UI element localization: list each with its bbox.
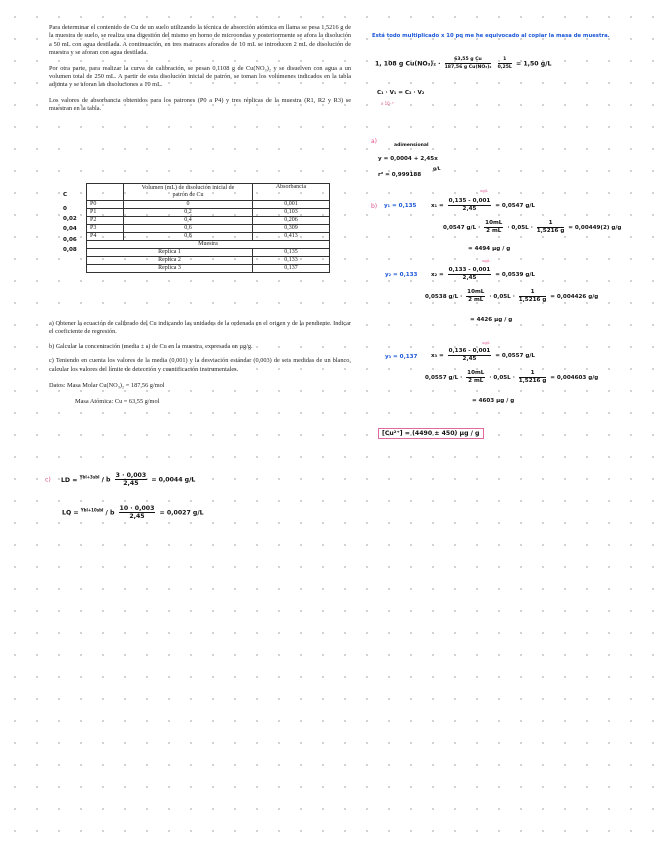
conv-fraction-2 [519, 289, 547, 304]
table-row [87, 201, 330, 209]
replica-label: Replica 1 [87, 249, 253, 257]
part-c-lq-line [62, 505, 204, 520]
conv-middle: · 0,05L · [507, 225, 533, 231]
replica-2-final: = 4426 µg / g [470, 317, 513, 323]
replica-2-x-line [431, 267, 535, 282]
conv-fraction-1 [466, 370, 485, 385]
x-label: x₁ = [431, 203, 444, 209]
x-numerator: 0,135 - 0,001 [448, 198, 491, 204]
conc-value: 0,08 [63, 246, 77, 253]
stock-den-2: 0,25L [497, 65, 512, 70]
row-label: P3 [87, 225, 124, 233]
problem-paragraph-1: Para determinar el contenido de Cu de un suelo utilizando la técnica de absorción atómica en llama se pesa 1,5216 g de la muestra de suelo, se realiza una digestión del mismo en horno de microondas y posteriormente se afora la disolución a 50 mL con agua destilada. A continuación, en tres matraces aforados de 10 mL se introducen 2 mL de disolución de muestra y se aforan con agua destilada. [49, 24, 351, 57]
x-fraction [448, 267, 492, 282]
x-label: x₃ = [431, 353, 444, 359]
ld-result: = 0,0044 g/L [151, 476, 196, 484]
x-fraction [448, 348, 492, 363]
table-row [87, 265, 330, 273]
replica-label: Replica 3 [87, 265, 253, 273]
conv-result: = 0,00449(2) g/g [568, 225, 622, 231]
x-denominator: 2,45 [462, 206, 477, 212]
replica-3-conversion [425, 370, 598, 385]
stock-den-1: 187,56 g Cu(NO₃)₂ [444, 65, 492, 70]
question-c: c) Teniendo en cuenta los valores de la media (0,001) y la desviación estándar (0,003) de seis medidas de un blanco, calcular los valores del límite de detección y cuantificación instrumentales. [49, 357, 351, 373]
table-section-muestra: Muestra [87, 241, 330, 249]
handwritten-concentration-column [63, 190, 85, 257]
table-section-row [87, 241, 330, 249]
stock-fraction-2 [498, 56, 512, 71]
conc-value: 0 [63, 206, 67, 212]
lq-superscript: Ybl+10sbl [80, 507, 104, 513]
table-header-volume: Volumen (mL) de disolución inicial de patrón de Cu [124, 184, 253, 201]
problem-statement [49, 24, 351, 114]
conv-den-1: 2 mL [468, 378, 484, 384]
conv-middle: · 0,05L · [489, 294, 515, 300]
conc-value: 0,04 [63, 226, 77, 233]
row-volume: 0,4 [124, 217, 253, 225]
replica-2-y: y₂ = 0,133 [385, 272, 418, 278]
blue-correction-note: Está todo multiplicado x 10 pq me he equivocado al copiar la masa de muestra. [372, 33, 610, 39]
ld-label: LD = [60, 476, 78, 484]
ld-divisor: / b [101, 476, 111, 484]
calibration-table [86, 183, 330, 273]
equation-units: g/L [433, 167, 441, 172]
conv-num-1: 10mL [467, 289, 485, 295]
row-label: P0 [87, 201, 124, 209]
row-label: P1 [87, 209, 124, 217]
table-row [87, 249, 330, 257]
conc-value: 0,02 [63, 216, 77, 223]
ld-fraction [115, 472, 148, 487]
conv-fraction-1 [484, 220, 503, 235]
replica-absorbance: 0,135 [253, 249, 330, 257]
part-c-ld-line [45, 472, 195, 487]
conv-start: 0,0557 g/L · [425, 375, 463, 381]
final-result-box: [Cu²⁺] = (4490 ± 450) µg / g [378, 428, 484, 439]
conv-num-1: 10mL [485, 220, 503, 226]
datos-atomic-mass: Masa Atómica: Cu = 63,55 g/mol [75, 398, 160, 406]
unit-annotation: ug/L [480, 188, 489, 193]
stock-concentration-line [375, 56, 551, 71]
conv-num-2: 1 [537, 220, 565, 228]
table-header-absorbance: Absorbancia [253, 184, 330, 201]
calibration-equation: y = 0,0004 + 2,45x [378, 156, 438, 162]
question-b: b) Calcular la concentración (media ± s) de Cu en la muestra, expresada en µg/g. [49, 342, 253, 350]
lq-label: LQ = [62, 509, 79, 517]
lq-numerator: 10 · 0,003 [119, 505, 155, 512]
row-absorbance: 0,103 [253, 209, 330, 217]
lq-result: = 0,0027 g/L [159, 509, 204, 517]
x-result: = 0,0557 g/L [495, 353, 535, 359]
x-fraction [448, 198, 492, 213]
conv-fraction-2 [519, 370, 547, 385]
conv-den-1: 2 mL [468, 297, 484, 303]
stock-result: = 1,50 g/L [516, 60, 552, 68]
conv-den-2: 1,5216 g [518, 378, 547, 384]
adimensional-note: adimensional [394, 143, 429, 148]
table-header-blank [87, 184, 124, 201]
stock-fraction-1 [445, 56, 492, 71]
lq-fraction [119, 505, 156, 520]
replica-3-final: = 4603 µg / g [472, 398, 515, 404]
stock-num-1: 63,55 g Cu [445, 56, 492, 64]
x-denominator: 2,45 [462, 275, 477, 281]
unit-annotation: ug/L [482, 340, 491, 345]
replica-3-y: y₃ = 0,137 [385, 354, 418, 360]
table-row [87, 217, 330, 225]
replica-3-x-line [431, 348, 535, 363]
row-absorbance: 0,206 [253, 217, 330, 225]
table-row [87, 225, 330, 233]
x-denominator: 2,45 [462, 356, 477, 362]
conv-den-1: 2 mL [486, 228, 502, 234]
row-absorbance: 0,413 [253, 233, 330, 241]
questions [49, 320, 351, 407]
conv-den-2: 1,5216 g [536, 228, 565, 234]
conv-start: 0,0538 g/L · [425, 294, 463, 300]
x-numerator: 0,133 - 0,001 [448, 267, 491, 273]
stock-num-2: 1 [498, 56, 512, 64]
conv-result: = 0,004603 g/g [550, 375, 599, 381]
conv-den-2: 1,5216 g [518, 297, 547, 303]
replica-1-x-line [431, 198, 535, 213]
conv-num-1: 10mL [467, 370, 485, 376]
conv-middle: · 0,05L · [489, 375, 515, 381]
conv-num-2: 1 [519, 289, 547, 297]
problem-paragraph-3: Los valores de absorbancia obtenidos para los patrones (P0 a P4) y tres réplicas de la muestra (R1, R2 y R3) se muestran en la tabla. [49, 96, 351, 113]
row-volume: 0,2 [124, 209, 253, 217]
table-row [87, 233, 330, 241]
row-volume: 0,6 [124, 225, 253, 233]
table-row [87, 209, 330, 217]
dilution-formula: C₁ · V₁ = C₂ · V₂ [377, 90, 425, 96]
replica-absorbance: 0,137 [253, 265, 330, 273]
row-label: P4 [87, 233, 124, 241]
stock-start: 1, 108 g Cu(NO₃)₂ · [375, 60, 441, 68]
pink-scale-note: x 10⁻³ [381, 101, 394, 106]
row-label: P2 [87, 217, 124, 225]
conv-fraction-1 [466, 289, 485, 304]
lq-divisor: / b [105, 509, 115, 517]
table-row [87, 257, 330, 265]
row-volume: 0 [124, 201, 253, 209]
part-b-label: b) [371, 203, 378, 210]
part-c-label: c) [45, 476, 51, 484]
regression-coefficient: r² = 0,999188 [378, 172, 422, 178]
table-header-row [87, 184, 330, 201]
conv-num-2: 1 [519, 370, 547, 378]
problem-paragraph-2: Por otra parte, para realizar la curva de calibración, se pesan 0,1108 g de Cu(NO₃)₂ y se disuelven con agua a un volumen total de 250 mL. A partir de esta disolución inicial de patrón, se toman los volúmenes indicados en la tabla adjunta y se aforan las disoluciones a 10 mL. [49, 64, 351, 89]
part-a-label: a) [371, 138, 378, 145]
ld-numerator: 3 · 0,003 [115, 472, 147, 479]
ld-superscript: Ybl+3sbl [79, 474, 100, 480]
replica-1-final: = 4494 µg / g [468, 246, 511, 252]
replica-2-conversion [425, 289, 598, 304]
conv-start: 0,0547 g/L · [443, 225, 481, 231]
row-absorbance: 0,001 [253, 201, 330, 209]
ld-denominator: 2,45 [123, 480, 139, 487]
row-absorbance: 0,309 [253, 225, 330, 233]
replica-1-conversion [443, 220, 621, 235]
replica-label: Replica 2 [87, 257, 253, 265]
datos-molar-mass: Datos: Masa Molar Cu(NO₃)₂ = 187,56 g/mol [49, 382, 165, 390]
lq-denominator: 2,45 [129, 513, 145, 520]
conc-value: 0,06 [63, 236, 77, 243]
x-label: x₂ = [431, 272, 444, 278]
x-result: = 0,0539 g/L [495, 272, 535, 278]
question-a: a) Obtener la ecuación de calibrado del Cu indicando las unidades de la ordenada en el origen y de la pendiente. Indicar el coeficiente de regresión. [49, 320, 351, 336]
conv-result: = 0,004426 g/g [550, 294, 599, 300]
replica-1-y: y₁ = 0,135 [384, 203, 417, 209]
unit-annotation: ug/L [482, 258, 491, 263]
replica-absorbance: 0,133 [253, 257, 330, 265]
conc-header: C [63, 192, 68, 198]
row-volume: 0,8 [124, 233, 253, 241]
x-numerator: 0,136 - 0,001 [448, 348, 491, 354]
x-result: = 0,0547 g/L [495, 203, 535, 209]
conv-fraction-2 [537, 220, 565, 235]
